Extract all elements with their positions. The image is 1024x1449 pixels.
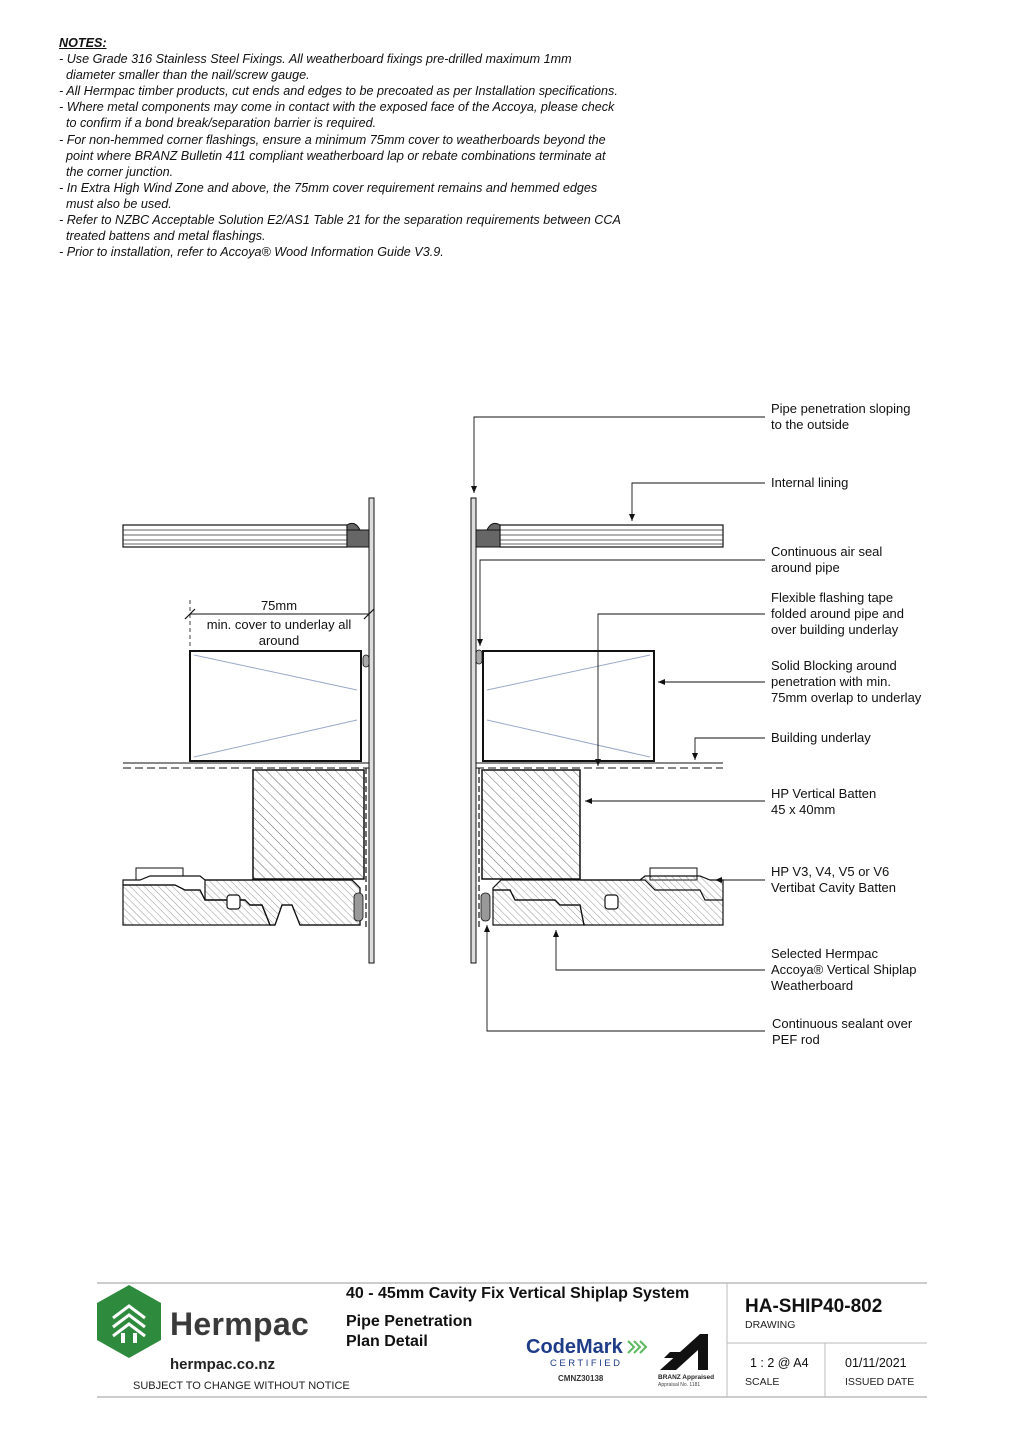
issued-date-label: ISSUED DATE [845, 1376, 915, 1388]
dimension-value: 75mm [260, 598, 298, 613]
note-item: - Prior to installation, refer to Accoya® Wood Information Guide V3.9. [59, 245, 444, 260]
callout-cavity-batten: HP V3, V4, V5 or V6 Vertibat Cavity Batten [771, 864, 897, 895]
note-item: - For non-hemmed corner flashings, ensure a minimum 75mm cover to weatherboards beyond the point where BRANZ Bulletin 411 compliant weatherboard lap or rebate combinations terminate at the corner junction. [59, 132, 606, 179]
codemark-certified: CERTIFIED [550, 1358, 623, 1369]
codemark-code: CMNZ30138 [558, 1374, 604, 1383]
hermpac-logo-icon [97, 1285, 161, 1358]
callout-pipe-penetration: Pipe penetration sloping to the outside [771, 401, 911, 432]
note-item: - In Extra High Wind Zone and above, the 75mm cover requirement remains and hemmed edges must also be used. [59, 180, 598, 211]
callout-building-underlay: Building underlay [771, 730, 871, 745]
dimension-note: min. cover to underlay all around [206, 617, 352, 648]
vertical-batten-left [253, 770, 364, 879]
note-item: - All Hermpac timber products, cut ends and edges to be precoated as per Installation specifications. [59, 84, 618, 99]
disclaimer: SUBJECT TO CHANGE WITHOUT NOTICE [133, 1380, 350, 1392]
sheet-title: Pipe Penetration Plan Detail [346, 1313, 473, 1350]
drawing-number: HA-SHIP40-802 [745, 1296, 883, 1317]
company-name: Hermpac [170, 1306, 310, 1342]
right-assembly [471, 498, 723, 963]
callout-solid-blocking: Solid Blocking around penetration with min. 75mm overlap to underlay [771, 658, 922, 705]
note-item: - Where metal components may come in contact with the exposed face of the Accoya, please check to confirm if a bond break/separation barrier is required. [59, 100, 615, 131]
callout-weatherboard: Selected Hermpac Accoya® Vertical Shiplap Weatherboard [771, 946, 917, 993]
notes-title: NOTES: [59, 36, 107, 50]
callout-sealant: Continuous sealant over PEF rod [772, 1016, 913, 1047]
scale-label: SCALE [745, 1376, 780, 1388]
callout-air-seal: Continuous air seal around pipe [771, 544, 883, 575]
branz-label: BRANZ Appraised [658, 1374, 715, 1381]
note-item: - Refer to NZBC Acceptable Solution E2/AS1 Table 21 for the separation requirements between CCA treated battens and metal flashings. [59, 213, 621, 244]
solid-blocking-right [483, 651, 654, 761]
company-website: hermpac.co.nz [170, 1356, 276, 1373]
vertical-batten-right [482, 770, 580, 879]
pipe-wall-left [369, 498, 374, 963]
system-title: 40 - 45mm Cavity Fix Vertical Shiplap System [346, 1285, 690, 1302]
codemark-logo-text: CodeMark [526, 1336, 623, 1358]
branz-logo-icon [660, 1334, 708, 1370]
codemark-chevrons-icon [628, 1341, 646, 1353]
callout-vertical-batten: HP Vertical Batten 45 x 40mm [771, 786, 877, 817]
left-assembly [123, 498, 374, 963]
pipe-wall-right [471, 498, 476, 963]
scale-value: 1 : 2 @ A4 [750, 1356, 809, 1370]
note-item: - Use Grade 316 Stainless Steel Fixings. All weatherboard fixings pre-drilled maximum 1mm diameter smaller than the nail/screw gauge. [59, 52, 572, 83]
air-seal-right [476, 650, 482, 664]
internal-lining-right [476, 523, 723, 547]
internal-lining-left [123, 523, 369, 547]
solid-blocking-left [190, 651, 361, 761]
air-seal-left [363, 655, 369, 667]
callout-internal-lining: Internal lining [771, 475, 849, 490]
drawing-label: DRAWING [745, 1319, 796, 1331]
issued-date: 01/11/2021 [845, 1356, 907, 1370]
callout-flashing-tape: Flexible flashing tape folded around pipe and over building underlay [771, 590, 905, 637]
branz-appraisal-no: Appraisal No. 1181 [658, 1382, 701, 1388]
